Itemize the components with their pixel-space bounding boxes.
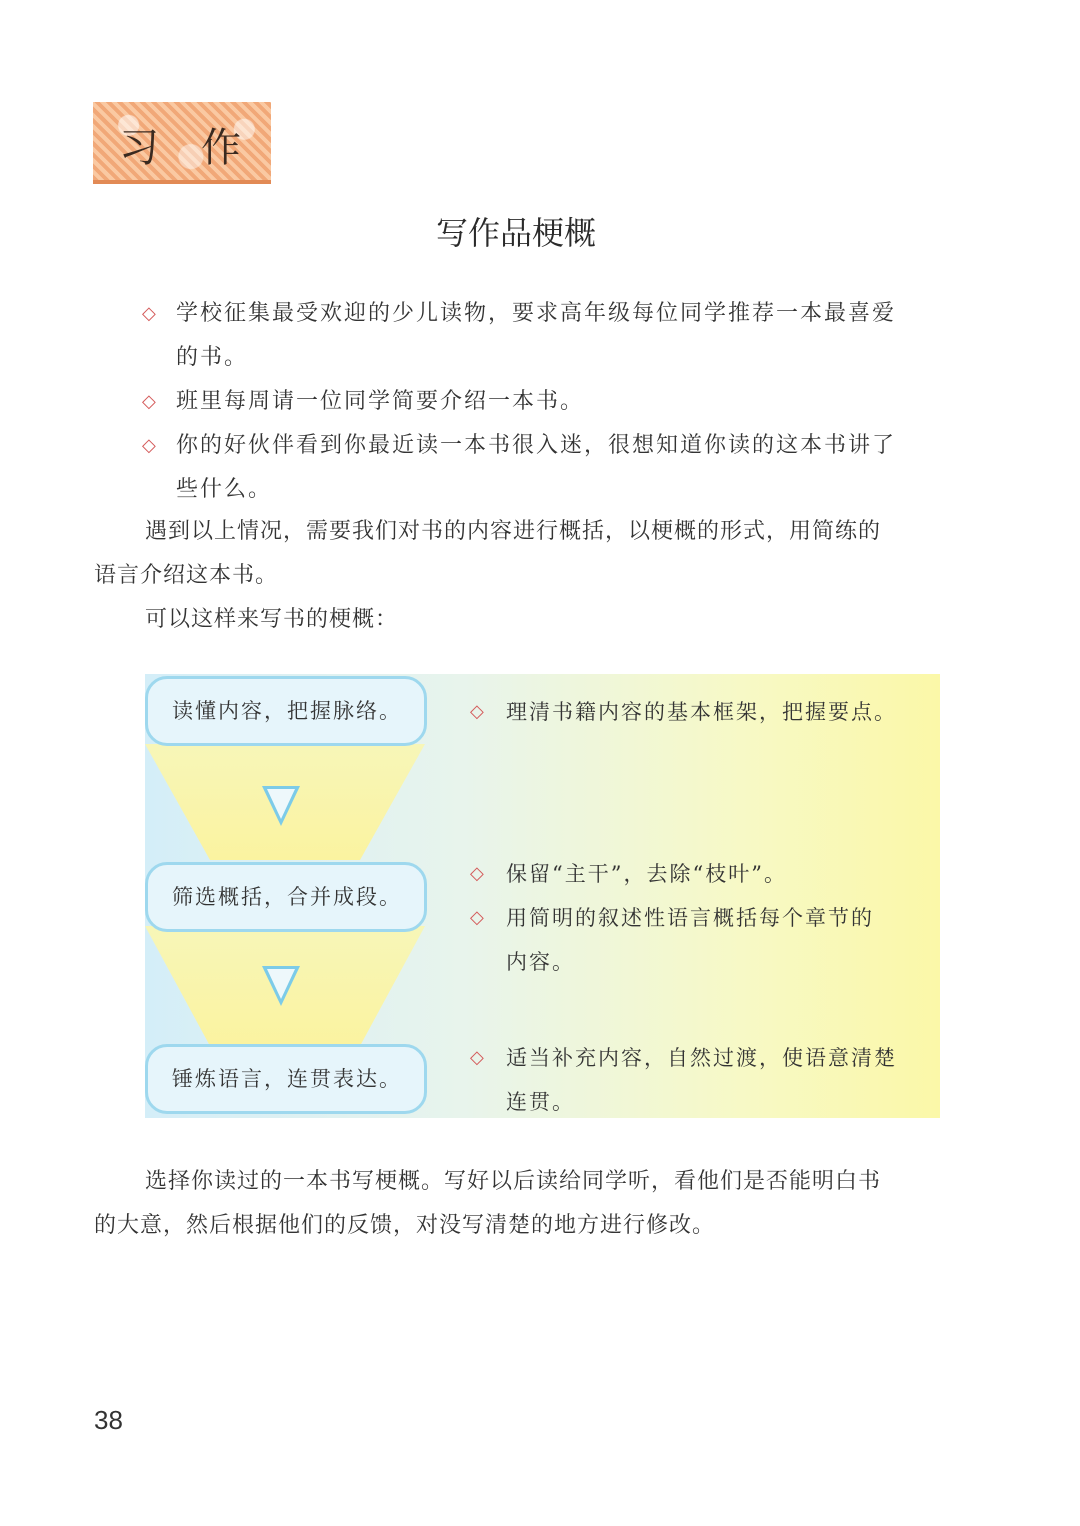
bullet-text: 学校征集最受欢迎的少儿读物，要求高年级每位同学推荐一本最喜爱 [176, 301, 897, 326]
paragraph-intro: 可以这样来写书的梗概： [145, 607, 399, 632]
banner-char-2: 作 [201, 125, 241, 171]
tip-text: 内容。 [506, 950, 575, 974]
bullet-item [142, 380, 942, 424]
diamond-icon: ◇ [470, 701, 486, 722]
diamond-icon: ◇ [142, 391, 158, 412]
tip-item [470, 852, 930, 896]
page-number: 38 [94, 1405, 123, 1435]
diamond-icon: ◇ [142, 303, 158, 324]
tip-item [470, 896, 930, 984]
closing-line: 的大意，然后根据他们的反馈，对没写清楚的地方进行修改。 [94, 1213, 716, 1238]
page-title: 写作品梗概 [435, 214, 596, 252]
tip-text: 用简明的叙述性语言概括每个章节的 [506, 906, 874, 930]
down-arrow-icon [262, 966, 300, 1006]
tip-text: 适当补充内容，自然过渡，使语意清楚 [506, 1046, 897, 1070]
tip-item [470, 1036, 930, 1124]
step-box: 锤炼语言，连贯表达。 [145, 1044, 427, 1114]
diamond-icon: ◇ [470, 907, 486, 928]
tip-text: 连贯。 [506, 1090, 575, 1114]
bullet-item [142, 292, 942, 380]
diamond-icon: ◇ [470, 863, 486, 884]
diamond-icon: ◇ [470, 1047, 486, 1068]
bullet-text: 些什么。 [176, 477, 273, 502]
step-box: 读懂内容，把握脉络。 [145, 676, 427, 746]
bullet-text: 班里每周请一位同学简要介绍一本书。 [176, 389, 585, 414]
bullet-text: 你的好伙伴看到你最近读一本书很入迷，很想知道你读的这本书讲了 [176, 433, 897, 458]
bullet-text: 的书。 [176, 345, 249, 370]
tip-text: 保留“主干”，去除“枝叶”。 [506, 862, 787, 886]
paragraph-line: 语言介绍这本书。 [94, 563, 279, 588]
paragraph-line: 遇到以上情况，需要我们对书的内容进行概括，以梗概的形式，用简练的 [145, 519, 882, 544]
banner-char-1: 习 [119, 125, 159, 171]
diamond-icon: ◇ [142, 435, 158, 456]
section-banner [93, 102, 271, 184]
tip-text: 理清书籍内容的基本框架，把握要点。 [506, 700, 897, 724]
closing-line: 选择你读过的一本书写梗概。写好以后读给同学听，看他们是否能明白书 [145, 1169, 882, 1194]
step-box: 筛选概括，合并成段。 [145, 862, 427, 932]
down-arrow-icon [262, 786, 300, 826]
bullet-item [142, 424, 942, 512]
tip-item [470, 690, 930, 734]
